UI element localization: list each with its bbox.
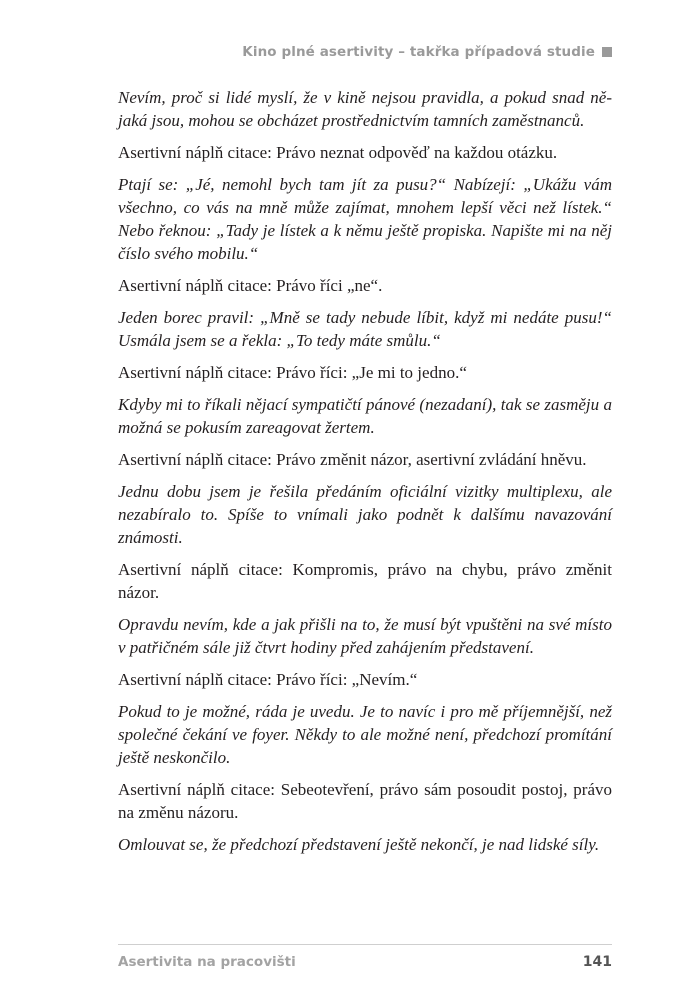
quote-paragraph: Jeden borec pravil: „Mně se tady nebude líbit, když mi nedáte pusu!“ Usmála jsem se a řekla: „To tedy máte smůlu.“ (118, 308, 612, 350)
assertive-note-paragraph: Asertivní náplň citace: Právo změnit názor, asertivní zvládání hněvu. (118, 450, 587, 469)
assertive-note-paragraph: Asertivní náplň citace: Právo říci: „Nevím.“ (118, 670, 418, 689)
assertive-note-paragraph: Asertivní náplň citace: Sebeotevření, právo sám posoudit postoj, právo na změnu názoru. (118, 780, 612, 822)
footer-divider (118, 944, 612, 945)
quote-paragraph: Nevím, proč si lidé myslí, že v kině nejsou pravidla, a pokud snad nějaká jsou, mohou se obcházet prostřednictvím tamních zaměstnanců. (118, 88, 612, 130)
quote-paragraph: Pokud to je možné, ráda je uvedu. Je to navíc i pro mě příjemnější, než společné čekání ve foyer. Někdy to ale možné není, předchozí promítání ještě neskončilo. (118, 702, 612, 767)
footer-book-title: Asertivita na pracovišti (118, 954, 296, 970)
running-head-title: Kino plné asertivity – takřka případová studie (242, 44, 595, 60)
page-number: 141 (582, 954, 612, 970)
assertive-note-paragraph: Asertivní náplň citace: Právo neznat odpověď na každou otázku. (118, 143, 558, 162)
running-head (242, 44, 612, 60)
assertive-note-paragraph: Asertivní náplň citace: Právo říci: „Je mi to jedno.“ (118, 363, 467, 382)
body-text (118, 86, 612, 865)
quote-paragraph: Kdyby mi to říkali nějací sympatičtí pánové (nezadaní), tak se zasměju a možná se pokusím zareagovat žertem. (118, 395, 612, 437)
quote-paragraph: Jednu dobu jsem je řešila předáním oficiální vizitky multiplexu, ale nezabíralo to. Spíše to vnímali jako podnět k dalšímu navazování známosti. (118, 482, 612, 547)
quote-paragraph: Omlouvat se, že předchozí představení ještě nekončí, je nad lidské síly. (118, 835, 600, 854)
quote-paragraph: Ptají se: „Jé, nemohl bych tam jít za pusu?“ Nabízejí: „Ukážu vám všechno, co vás na mně může zajímat, mnohem lepší věci než lístek.“ Nebo řeknou: „Tady je lístek a k němu ještě propiska. Napište mi na něj číslo svého mobilu.“ (118, 175, 612, 263)
assertive-note-paragraph: Asertivní náplň citace: Kompromis, právo na chybu, právo změnit názor. (118, 560, 612, 602)
square-bullet-icon (602, 47, 612, 57)
quote-paragraph: Opravdu nevím, kde a jak přišli na to, že musí být vpuštěni na své místo v patřičném sále již čtvrt hodiny před zahájením představení. (118, 615, 612, 657)
assertive-note-paragraph: Asertivní náplň citace: Právo říci „ne“. (118, 276, 383, 295)
